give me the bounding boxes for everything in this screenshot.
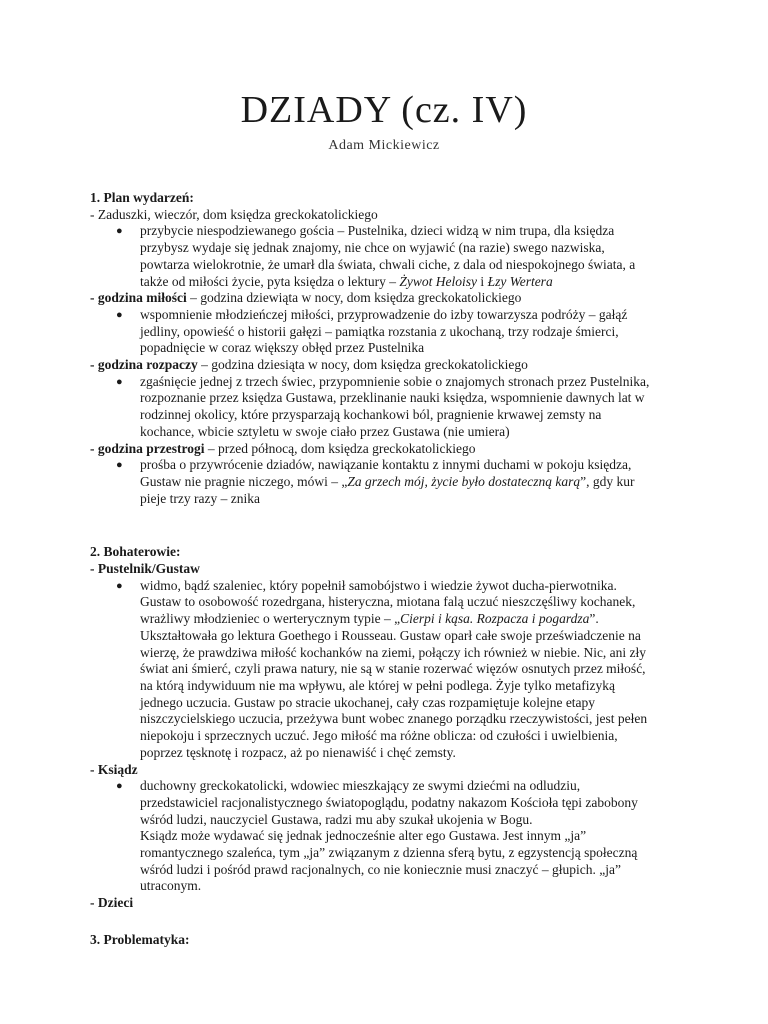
text-line: rodzinnej okolicy, które przysparzają kochankowi ból, pragnienie krwawej zemsty na — [140, 407, 602, 423]
plan-item-zaduszki: - Zaduszki, wieczór, dom księdza greckokatolickiego — [90, 206, 378, 222]
plan-item-godzina-rozpaczy: - godzina rozpaczy – godzina dziesiąta w nocy, dom księdza greckokatolickiego — [90, 357, 528, 373]
bullet-prosba — [90, 457, 680, 507]
section-heading-problematyka: 3. Problematyka: — [90, 931, 190, 947]
text-line: także od miłości życie, pyta księdza o lektury – Żywot Heloisy i Łzy Wertera — [140, 273, 553, 289]
bullet-przybycie — [90, 223, 680, 290]
text-line: kochance, wbicie sztyletu w swoje ciało przez Gustawa (nie umiera) — [140, 423, 510, 439]
text-line: popadnięcie w coraz większy obłęd przez Pustelnika — [140, 340, 425, 356]
section-heading-bohaterowie: 2. Bohaterowie: — [90, 544, 181, 560]
bullet-dot-icon: ● — [116, 225, 123, 238]
section-heading-plan: 1. Plan wydarzeń: — [90, 190, 194, 205]
document-body — [90, 190, 680, 949]
text-line: powtarza wielokrotnie, że umarł dla świata, chwali ciche, z dala od niespokojnego świata, a — [140, 256, 636, 272]
text-line: Gustaw to osobowość rozedrgana, histeryczna, miotana falą uczuć nieszczęśliwy kochanek, — [140, 594, 636, 610]
quote: Za grzech mój, życie było dostateczną karą — [347, 473, 581, 489]
bullet-dot-icon: ● — [116, 459, 123, 472]
text-line: wspomnienie młodzieńczej miłości, przyprowadzenie do izby towarzysza podróży – gałąź — [140, 306, 628, 322]
book-title: Łzy Wertera — [487, 273, 553, 289]
text-line: przedstawiciel racjonalistycznego światopoglądu, podatny nakazom Kościoła tępi zabobony — [140, 794, 638, 810]
text-line: przybysz wydaje się jednak znajomy, nie chce on wyjawić (na razie) swego nazwiska, — [140, 240, 605, 256]
text-line: wśród ludzi, nauczyciel Gustawa, radzi mu aby szukał ukojenia w Bogu. — [140, 811, 533, 827]
bullet-dot-icon: ● — [116, 308, 123, 321]
text-line: utraconym. — [140, 878, 202, 894]
text-line: na którą indywiduum nie ma wpływu, ale której w pełni podlega. Żyje tylko metafizyką — [140, 677, 615, 693]
character-heading-dzieci: - Dzieci — [90, 895, 134, 911]
character-heading-ksiadz: - Ksiądz — [90, 761, 138, 777]
text-line: wierzę, że prawdziwa miłość kochanków na ziemi, połączy ich również w niebie. Nic, ani zły — [140, 644, 647, 660]
quote: Cierpi i kąsa. Rozpacza i pogardza — [400, 611, 590, 627]
document-title: DZIADY (cz. IV) — [240, 89, 528, 131]
text-line: Ksiądz może wydawać się jednak jednocześnie alter ego Gustawa. Jest innym „ja” — [140, 828, 587, 844]
text-line: duchowny greckokatolicki, wdowiec mieszkający ze swymi dziećmi na odludziu, — [140, 778, 581, 794]
plan-item-godzina-przestrogi: - godzina przestrogi – przed północą, dom księdza greckokatolickiego — [90, 440, 476, 456]
text-line: poprzez tęsknotę i rozpacz, aż po nienawiść i chęć zemsty. — [140, 744, 456, 760]
text-line: niszczycielskiego uczucia, przeżywa bunt wobec znanego porządku rzeczywistości, jest pełen — [140, 711, 648, 727]
text-line: przybycie niespodziewanego gościa – Pustelnika, dzieci widzą w nim trupa, dla księdza — [140, 223, 615, 239]
text-line: pieje trzy razy – znika — [140, 490, 260, 506]
bullet-ksiadz — [90, 778, 680, 895]
book-title: Żywot Heloisy — [399, 273, 478, 289]
bullet-pustelnik — [90, 578, 680, 762]
bullet-dot-icon: ● — [116, 780, 123, 793]
author-name: Adam Mickiewicz — [328, 138, 440, 153]
bullet-zgasniecie — [90, 374, 680, 441]
text-line: romantycznego szaleńca, tym „ja” związanym z dzienna sferą bytu, z egzystencją społeczną — [140, 845, 638, 861]
text-line: niepokoju i sprzecznych uczuć. Jego miłość ma różne oblicza: od czułości i uwielbienia, — [140, 728, 618, 744]
text-line: wrażliwy młodzieniec o werterycznym typie – „Cierpi i kąsa. Rozpacza i pogardza”. — [140, 611, 599, 627]
text-line: Gustaw nie pragnie niczego, mówi – „Za grzech mój, życie było dostateczną karą”, gdy kur — [140, 473, 635, 489]
bullet-dot-icon: ● — [116, 579, 123, 592]
text-line: wśród ludzi i pośród prawd racjonalnych, co nie koniecznie musi znaczyć – głupich. „ja” — [140, 861, 621, 877]
character-heading-pustelnik: - Pustelnik/Gustaw — [90, 561, 200, 577]
text-line: zgaśnięcie jednej z trzech świec, przypomnienie sobie o znajomych stronach przez Pustelnika, — [140, 373, 650, 389]
bullet-wspomnienie — [90, 307, 680, 357]
text-line: jedliny, opowieść o historii gałęzi – pamiątka rozstania z ukochaną, trzy rodzaje śmierci, — [140, 323, 619, 339]
bullet-dot-icon: ● — [116, 375, 123, 388]
text-line: rozpoznanie przez księdza Gustawa, przeklinanie nauki księdza, wspomnienie dawnych lat w — [140, 390, 645, 406]
text-line: świat ani śmierć, czyli prawa natury, nie są w stanie rozerwać więzów osnutych przez miłość, — [140, 661, 646, 677]
text-line: widmo, bądź szaleniec, który popełnił samobójstwo i wiedzie żywot ducha-pierwotnika. — [140, 577, 617, 593]
text-line: Ukształtowała go lektura Goethego i Rousseau. Gustaw oparł całe swoje przeświadczenie na — [140, 627, 641, 643]
text-line: prośba o przywrócenie dziadów, nawiązanie kontaktu z innymi duchami w pokoju księdza, — [140, 457, 632, 473]
plan-item-godzina-milosci: - godzina miłości – godzina dziewiąta w nocy, dom księdza greckokatolickiego — [90, 290, 522, 306]
text-line: jednego uczucia. Gustaw po stracie ukochanej, cały czas rozpamiętuje kolejne etapy — [140, 694, 596, 710]
